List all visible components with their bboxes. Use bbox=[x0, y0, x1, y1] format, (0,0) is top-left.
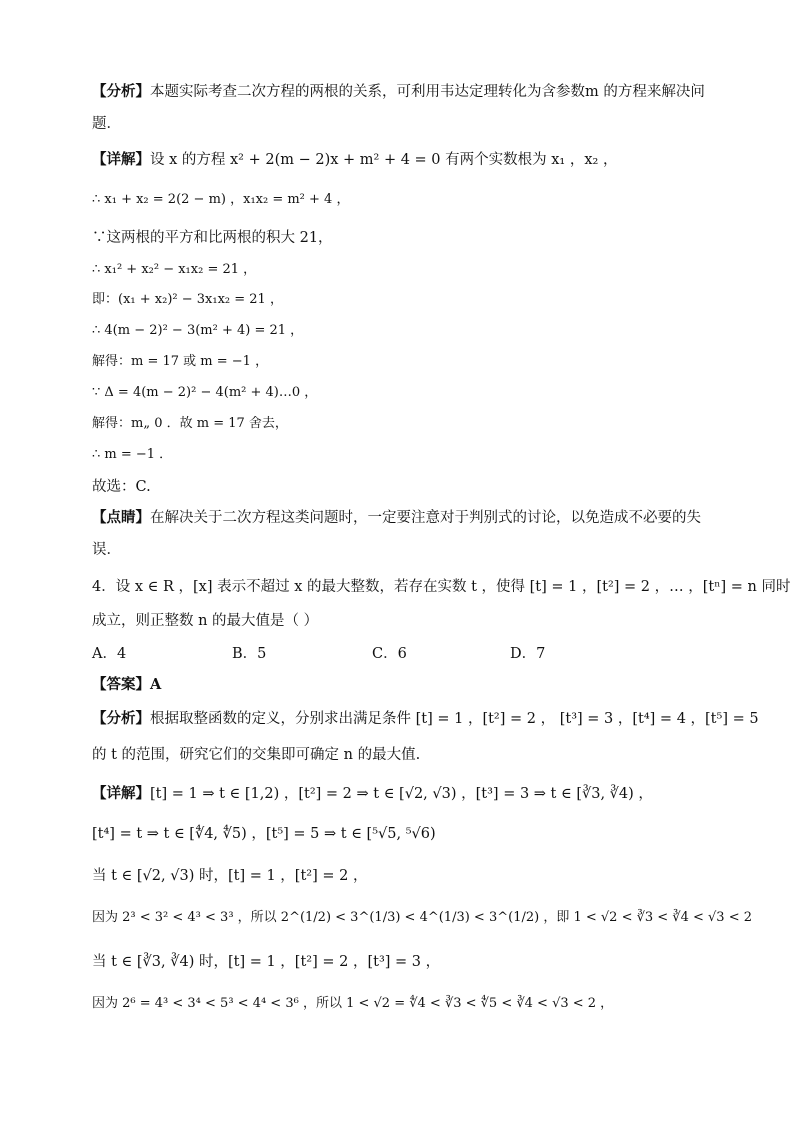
analysis-line bbox=[92, 82, 712, 102]
comment-line-cont: 误． bbox=[92, 542, 121, 558]
answer-line bbox=[92, 675, 712, 695]
solution-step-1: ∴ x₁ + x₂ = 2(2 − m) ，x₁x₂ = m² + 4 ， bbox=[92, 192, 350, 207]
question-stem: 4．设 x ∈ R ，[x] 表示不超过 x 的最大整数，若存在实数 t ，使得 [t] = 1 ，[t²] = 2 ，… ，[tⁿ] = n 同时 bbox=[92, 579, 791, 595]
q4-detail-line-6: 因为 2⁶ = 4³ < 3⁴ < 5³ < 4⁴ < 3⁶ ，所以 1 < √2 = ∜4 < ∛3 < ∜5 < ∛4 < √3 < 2 ， bbox=[92, 996, 614, 1011]
solution-step-9: ∴ m = −1 ． bbox=[92, 447, 173, 462]
option-a: A．4 bbox=[92, 646, 127, 662]
option-c: C．6 bbox=[372, 646, 407, 662]
detail-tag: 【详解】 bbox=[92, 151, 150, 168]
detail-text: 设 x 的方程 x² + 2(m − 2)x + m² + 4 = 0 有两个实数根为 x₁ ，x₂ ， bbox=[150, 152, 618, 168]
option-d: D．7 bbox=[510, 646, 546, 662]
analysis-line-cont: 题． bbox=[92, 116, 121, 132]
q4-analysis-text: 根据取整函数的定义，分别求出满足条件 [t] = 1 ，[t²] = 2 ， [t³] = 3 ，[t⁴] = 4 ，[t⁵] = 5 bbox=[150, 711, 759, 727]
answer-value: A bbox=[150, 676, 162, 693]
q4-analysis-tag: 【分析】 bbox=[92, 710, 150, 727]
detail-line bbox=[92, 150, 712, 170]
question-stem-cont: 成立，则正整数 n 的最大值是（ ） bbox=[92, 613, 319, 629]
solution-step-4: 即：(x₁ + x₂)² − 3x₁x₂ = 21 ， bbox=[92, 292, 283, 307]
solution-step-6: 解得：m = 17 或 m = −1 ， bbox=[92, 354, 269, 369]
analysis-tag: 【分析】 bbox=[92, 83, 150, 100]
choice-line: 故选：C. bbox=[92, 479, 151, 495]
q4-detail-line-2: [t⁴] = t ⇒ t ∈ [∜4, ∜5) ，[t⁵] = 5 ⇒ t ∈ [⁵√5, ⁵√6) bbox=[92, 826, 436, 842]
solution-step-7: ∵ Δ = 4(m − 2)² − 4(m² + 4)…0 ， bbox=[92, 385, 318, 400]
solution-step-3: ∴ x₁² + x₂² − x₁x₂ = 21 ， bbox=[92, 262, 257, 277]
q4-detail-tag: 【详解】 bbox=[92, 785, 150, 802]
answer-tag: 【答案】 bbox=[92, 676, 150, 693]
option-b: B．5 bbox=[232, 646, 267, 662]
analysis-text: 本题实际考查二次方程的两根的关系，可利用韦达定理转化为含参数m 的方程来解决问 bbox=[150, 84, 705, 100]
comment-text: 在解决关于二次方程这类问题时，一定要注意对于判别式的讨论，以免造成不必要的失 bbox=[150, 510, 701, 526]
q4-analysis-line bbox=[92, 709, 759, 729]
solution-step-2: ∵这两根的平方和比两根的积大 21， bbox=[92, 230, 333, 246]
solution-step-8: 解得：m„ 0 ．故 m = 17 舍去， bbox=[92, 416, 288, 431]
solution-step-5: ∴ 4(m − 2)² − 3(m² + 4) = 21 ， bbox=[92, 323, 304, 338]
comment-line bbox=[92, 508, 712, 528]
q4-detail-line-4: 因为 2³ < 3² < 4³ < 3³ ，所以 2^(1/2) < 3^(1/3) < 4^(1/3) < 3^(1/2) ，即 1 < √2 < ∛3 < ∛4 < √3 < 2 bbox=[92, 910, 752, 925]
q4-detail-line bbox=[92, 784, 712, 804]
comment-tag: 【点睛】 bbox=[92, 509, 150, 526]
q4-analysis-line-cont: 的 t 的范围，研究它们的交集即可确定 n 的最大值. bbox=[92, 747, 421, 763]
q4-detail-line-5: 当 t ∈ [∛3, ∛4) 时，[t] = 1 ，[t²] = 2 ，[t³] = 3 ， bbox=[92, 954, 441, 970]
q4-detail-text: [t] = 1 ⇒ t ∈ [1,2) ，[t²] = 2 ⇒ t ∈ [√2, √3) ，[t³] = 3 ⇒ t ∈ [∛3, ∛4) ， bbox=[150, 786, 653, 802]
q4-detail-line-3: 当 t ∈ [√2, √3) 时，[t] = 1 ，[t²] = 2 ， bbox=[92, 868, 368, 884]
